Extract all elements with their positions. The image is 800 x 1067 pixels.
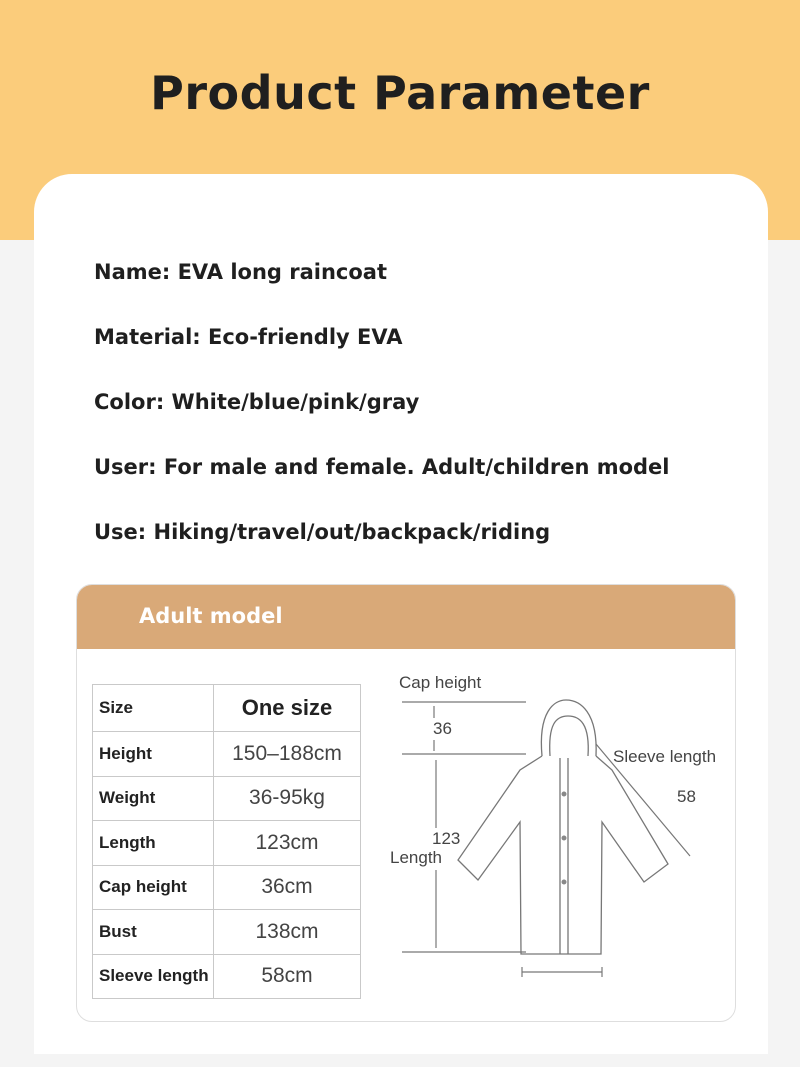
model-header: Adult model [77, 585, 735, 649]
raincoat-size-diagram [380, 660, 740, 990]
page-title: Product Parameter [150, 66, 650, 120]
row-value: 58cm [214, 954, 361, 999]
table-header-row [93, 685, 361, 732]
row-value: 123cm [214, 821, 361, 866]
cap-height-value: 36 [433, 719, 452, 738]
table-row [93, 821, 361, 866]
param-user: User: For male and female. Adult/children model [94, 455, 670, 479]
row-label: Weight [93, 776, 214, 821]
length-label: Length [390, 848, 442, 867]
row-label: Cap height [93, 865, 214, 910]
row-value: 36-95kg [214, 776, 361, 821]
row-label: Height [93, 732, 214, 777]
table-row [93, 732, 361, 777]
sleeve-length-value: 58 [677, 787, 696, 806]
size-table [92, 684, 361, 999]
coat-buttons [562, 792, 567, 885]
row-label: Length [93, 821, 214, 866]
table-row [93, 954, 361, 999]
sleeve-length-label: Sleeve length [613, 747, 717, 766]
table-row [93, 865, 361, 910]
param-material: Material: Eco-friendly EVA [94, 325, 403, 349]
param-color: Color: White/blue/pink/gray [94, 390, 420, 414]
parameter-list [94, 252, 670, 577]
row-value: 150–188cm [214, 732, 361, 777]
param-use: Use: Hiking/travel/out/backpack/riding [94, 520, 551, 544]
table-header-one-size: One size [214, 685, 361, 732]
length-value: 123 [432, 829, 461, 848]
row-label: Bust [93, 910, 214, 955]
row-label: Sleeve length [93, 954, 214, 999]
table-row [93, 776, 361, 821]
row-value: 138cm [214, 910, 361, 955]
param-name: Name: EVA long raincoat [94, 260, 387, 284]
cap-height-label: Cap height [399, 673, 482, 692]
table-header-size: Size [93, 685, 214, 732]
row-value: 36cm [214, 865, 361, 910]
raincoat-icon [458, 700, 668, 954]
table-row [93, 910, 361, 955]
